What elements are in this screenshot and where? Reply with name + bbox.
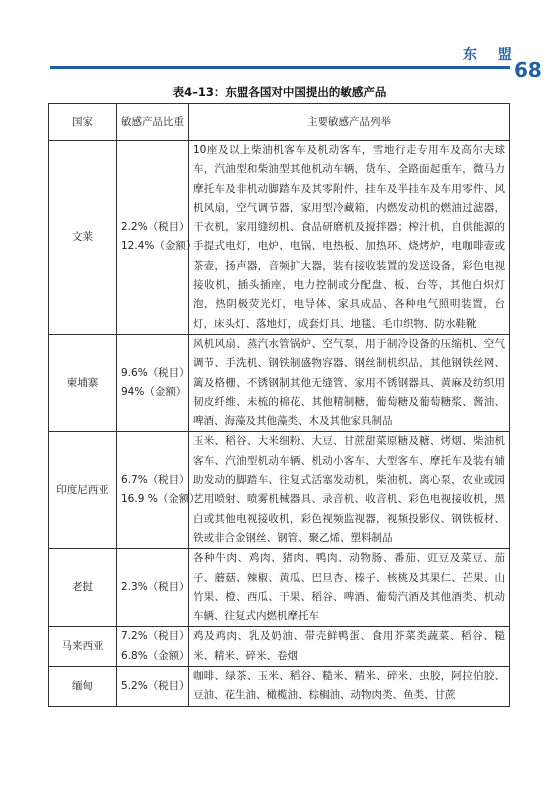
ratio-value: 6.8%（金额） [121, 649, 190, 662]
column-header-ratio: 敏感产品比重 [117, 104, 189, 141]
section-title: 东 盟 [463, 47, 520, 63]
ratio-tariff: 5.2%（税目） [121, 679, 190, 692]
products-cell: 鸡及鸡肉、乳及奶油、带壳鲜鸭蛋、食用芥菜类蔬菜、稻谷、糙米、精米、碎米、卷烟 [189, 627, 510, 667]
ratio-value: 16.9 %（金额） [121, 493, 200, 506]
header-rule [50, 66, 510, 69]
table-row [49, 141, 510, 335]
country-cell: 老挝 [49, 549, 117, 627]
sensitive-products-table [48, 103, 510, 707]
products-cell: 10座及以上柴油机客车及机动客车，雪地行走专用车及高尔夫球车，汽油型和柴油型其他机动车辆，货车、全路面起重车，微马力摩托车及非机动脚踏车及其零附件，挂车及半挂车及车用零件、风机风扇，空气调节器，家用型冷藏箱，内燃发动机的燃油过滤器，干衣机，家用缝纫机、食品研磨机及搅拌器；榨汁机，自供能源的手提式电灯，电炉、电锅、电热板、加热环、烧烤炉，电咖啡壶或茶壶，扬声器，音频扩大器，装有接收装置的发送设备，彩色电视接收机，插头插座，电力控制或分配盘、板、台等，其他白炽灯泡，热阴极荧光灯，电导体、家具成品、各种电气照明装置，台灯，床头灯、落地灯，成套灯具、地毯、毛巾织物、防水鞋靴 [189, 141, 510, 335]
ratio-tariff: 6.7%（税目） [121, 474, 190, 487]
ratio-cell [117, 667, 189, 707]
table-caption: 表4–13：东盟各国对中国提出的敏感产品 [172, 85, 387, 99]
products-cell: 玉米、稻谷、大米细粉、大豆、甘蔗甜菜原糖及糖、烤烟、柴油机客车、汽油型机动车辆、机动小客车、大型客车、摩托车及装有辅助发动的脚踏车、往复式活塞发动机，柴油机、离心泵，农业或园艺用喷射、喷雾机械器具、录音机、收音机、彩色电视接收机，黑白或其他电视接收机，彩色视频监视器，视频投影仪、钢铁板材、铁或非合金钢丝、钢管、聚乙烯、塑料制品 [189, 432, 510, 549]
products-cell: 风机风扇、蒸汽水管锅炉、空气泵，用于制冷设备的压缩机、空气调节、手洗机、钢铁制盛物容器、钢丝制机织品，其他钢铁丝网、篱及格栅、不锈钢制其他无缝管、家用不锈钢器具、黄麻及纺织用韧皮纤维、未梳的棉花、其他精制糖，葡萄糖及葡萄糖浆、酱油、啤酒、海藻及其他藻类、木及其他家具制品 [189, 334, 510, 431]
ratio-cell [117, 627, 189, 667]
table-row [49, 667, 510, 707]
products-cell: 各种牛肉、鸡肉、猪肉、鸭肉、动物肠、番茄、豇豆及菜豆、茄子、蘑菇、辣椒、黄瓜、巴旦杏、榛子、核桃及其果仁、芒果、山竹果、橙、西瓜、干果、稻谷、啤酒、葡萄汽酒及其他酒类、机动车辆、往复式内燃机摩托车 [189, 549, 510, 627]
ratio-cell [117, 432, 200, 549]
ratio-cell [117, 549, 189, 627]
column-header-products: 主要敏感产品列举 [189, 104, 510, 141]
table-row [49, 549, 510, 627]
country-cell: 印度尼西亚 [49, 432, 117, 549]
table-header-row [49, 104, 510, 141]
ratio-cell [117, 334, 189, 431]
table-row [49, 432, 510, 549]
table-row [49, 334, 510, 431]
page-number: 68 [514, 58, 542, 82]
ratio-tariff: 9.6%（税目） [121, 366, 190, 379]
ratio-tariff: 2.3%（税目） [121, 581, 190, 594]
column-header-country: 国家 [49, 104, 117, 141]
ratio-value: 94%（金额） [121, 386, 187, 399]
country-cell: 缅甸 [49, 667, 117, 707]
ratio-tariff: 7.2%（税目） [121, 630, 190, 643]
country-cell: 马来西亚 [49, 627, 117, 667]
country-cell: 柬埔寨 [49, 334, 117, 431]
country-cell: 文莱 [49, 141, 117, 335]
products-cell: 咖啡、绿茶、玉米、稻谷、糙米、精米、碎米、虫胶，阿拉伯胶、豆油、花生油、橄榄油、棕榈油、动物肉类、鱼类、甘蔗 [189, 667, 510, 707]
ratio-value: 12.4%（金额） [121, 240, 197, 253]
ratio-cell [117, 141, 197, 335]
ratio-tariff: 2.2%（税目） [121, 221, 190, 234]
table-row [49, 627, 510, 667]
